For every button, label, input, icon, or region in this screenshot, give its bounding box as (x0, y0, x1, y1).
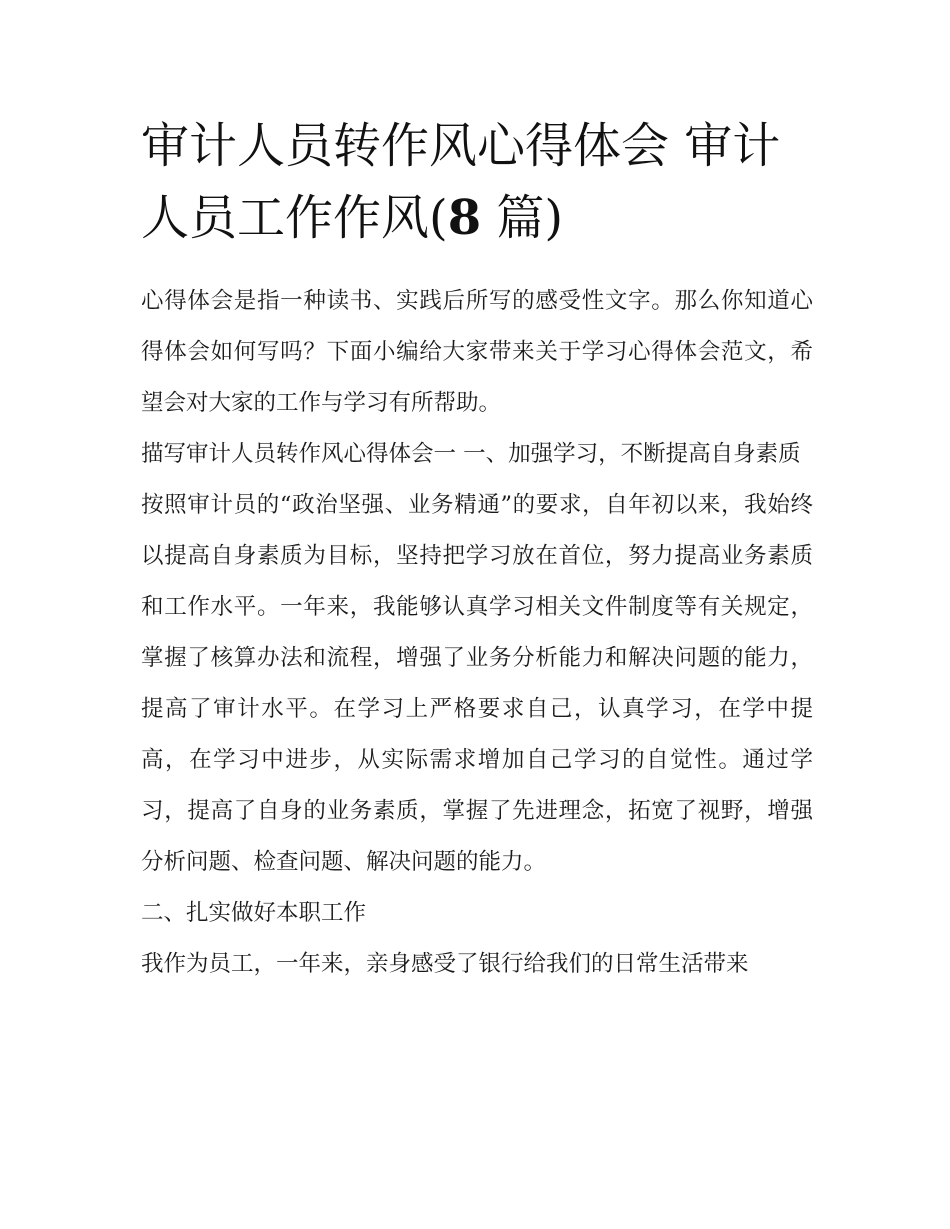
body-paragraph-1: 按照审计员的“政治坚强、业务精通”的要求，自年初以来，我始终以提高自身素质为目标，坚持把学习放在首位，努力提高业务素质和工作水平。一年来，我能够认真学习相关文件制度等有关规定，掌握了核算办法和流程，增强了业务分析能力和解决问题的能力，提高了审计水平。在学习上严格要求自己，认真学习，在学中提高，在学习中进步，从实际需求增加自己学习的自觉性。通过学习，提高了自身的业务素质，掌握了先进理念，拓宽了视野，增强分析问题、检查问题、解决问题的能力。 (141, 492, 813, 875)
title-text-part2: 篇) (481, 190, 564, 246)
body-paragraph-2: 我作为员工，一年来，亲身感受了银行给我们的日常生活带来 (141, 951, 749, 977)
section-heading-1: 描写审计人员转作风心得体会一 一、加强学习，不断提高自身素质 (141, 441, 801, 467)
document-page (141, 110, 813, 990)
intro-paragraph: 心得体会是指一种读书、实践后所写的感受性文字。那么你知道心得体会如何写吗？下面小编给大家带来关于学习心得体会范文，希望会对大家的工作与学习有所帮助。 (141, 288, 813, 416)
title-text-part1: 审计人员转作风心得体会 审计人员工作作风( (141, 118, 781, 246)
title-number: 8 (447, 190, 482, 246)
document-title (141, 110, 813, 254)
section-heading-2: 二、扎实做好本职工作 (141, 900, 367, 926)
